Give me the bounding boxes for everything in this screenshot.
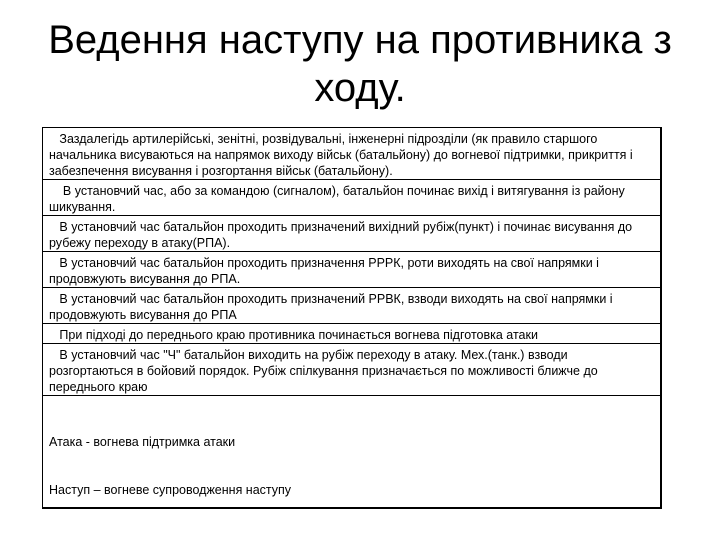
step-row-6: При підході до переднього краю противника починається вогнева підготовка атаки [43,324,660,344]
step-row-3: В установчий час батальйон проходить призначений вихідний рубіж(пункт) і починає висування до рубежу переходу в атаку(РПА). [43,216,660,252]
summary-line-offensive: Наступ – вогневе супроводження наступу [49,483,292,497]
summary-row [43,396,660,530]
step-row-4: В установчий час батальйон проходить призначення РРРК, роти виходять на свої напрямки і продовжують висування до РПА. [43,252,660,288]
slide-title [20,16,700,112]
slide-title-line-2: ходу. [314,66,406,110]
step-row-7: В установчий час "Ч" батальйон виходить на рубіж переходу в атаку. Мех.(танк.) взводи розгортаються в бойовий порядок. Рубіж спілкування призначається по можливості ближче до переднього краю [43,344,660,396]
step-row-2: В установчий час, або за командою (сигналом), батальйон починає вихід і витягування із району шикування. [43,180,660,216]
summary-line-attack: Атака - вогнева підтримка атаки [49,435,236,449]
step-row-5: В установчий час батальйон проходить призначений РРВК, взводи виходять на свої напрямки і продовжують висування до РПА [43,288,660,324]
slide-title-line-1: Ведення наступу на противника з [48,18,672,62]
step-row-1: Заздалегідь артилерійські, зенітні, розвідувальні, інженерні підрозділи (як правило старшого начальника висуваються на напрямок виходу військ (батальйону) до вогневої підтримки, прикриття і забезпечення висування і розгортання військ (батальйону). [43,128,660,180]
steps-table [42,127,662,509]
